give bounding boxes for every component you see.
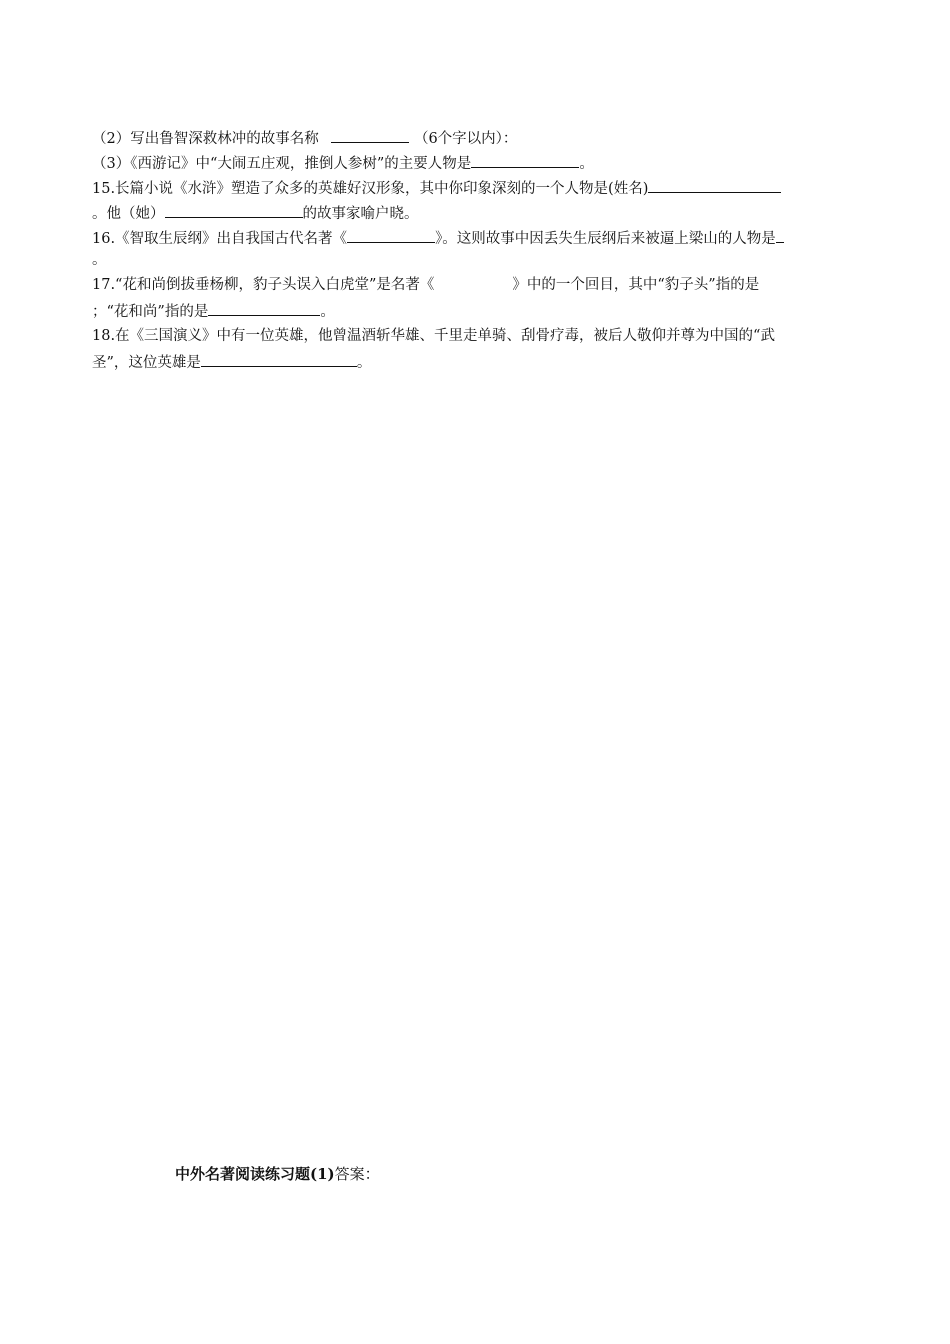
question-16-line-2 [92,250,862,270]
question-text: 15.长篇小说《水浒》塑造了众多的英雄好汉形象，其中你印象深刻的一个人物是(姓名) [92,181,649,197]
question-text: 16.《智取生辰纲》出自我国古代名著《 [92,231,348,247]
question-text: （3）《西游记》中“大闹五庄观，推倒人参树”的主要人物是 [92,156,472,172]
question-text: 的故事家喻户晓。 [302,206,419,222]
question-text: 。他（她） [92,206,165,222]
answer-heading [175,1163,380,1185]
question-text: ；“花和尚”指的是 [92,304,209,320]
question-15-line-2 [92,202,862,224]
answer-blank[interactable] [331,127,409,143]
question-16-line-1 [92,227,862,249]
answer-blank[interactable] [201,351,357,367]
question-text: 》中的一个回目，其中“豹子头”指的是 [512,277,760,293]
answer-blank[interactable] [165,202,303,218]
question-15-line-1 [92,177,862,199]
question-18-line-1 [92,326,862,346]
question-17-line-1 [92,275,862,295]
answer-blank[interactable] [471,152,579,168]
question-text: 圣”，这位英雄是 [92,355,201,371]
question-17-line-2 [92,300,862,322]
answer-blank[interactable] [208,300,320,316]
question-text: 。 [320,304,335,320]
question-text: 。 [356,355,372,371]
question-14-2 [92,127,862,149]
question-text: （6个字以内）： [413,131,518,147]
question-text: 17.“花和尚倒拔垂杨柳，豹子头误入白虎堂”是名著《 [92,277,435,293]
question-text: （2）写出鲁智深救林冲的故事名称 [92,131,319,147]
answer-blank[interactable] [347,227,435,243]
answer-blank[interactable] [776,227,784,243]
question-text: 。 [579,156,594,172]
question-text: 。 [92,252,107,268]
question-18-line-2 [92,351,862,373]
answer-blank[interactable] [648,177,781,193]
answer-heading-text: 答案： [334,1165,380,1183]
answer-heading-bold: 中外名著阅读练习题(1) [175,1165,335,1183]
question-14-3 [92,152,862,174]
question-text: 18.在《三国演义》中有一位英雄，他曾温酒斩华雄、千里走单骑、刮骨疗毒，被后人敬仰并尊为中国的“武 [92,328,775,344]
question-text: 》。这则故事中因丢失生辰纲后来被逼上梁山的人物是 [435,231,776,247]
